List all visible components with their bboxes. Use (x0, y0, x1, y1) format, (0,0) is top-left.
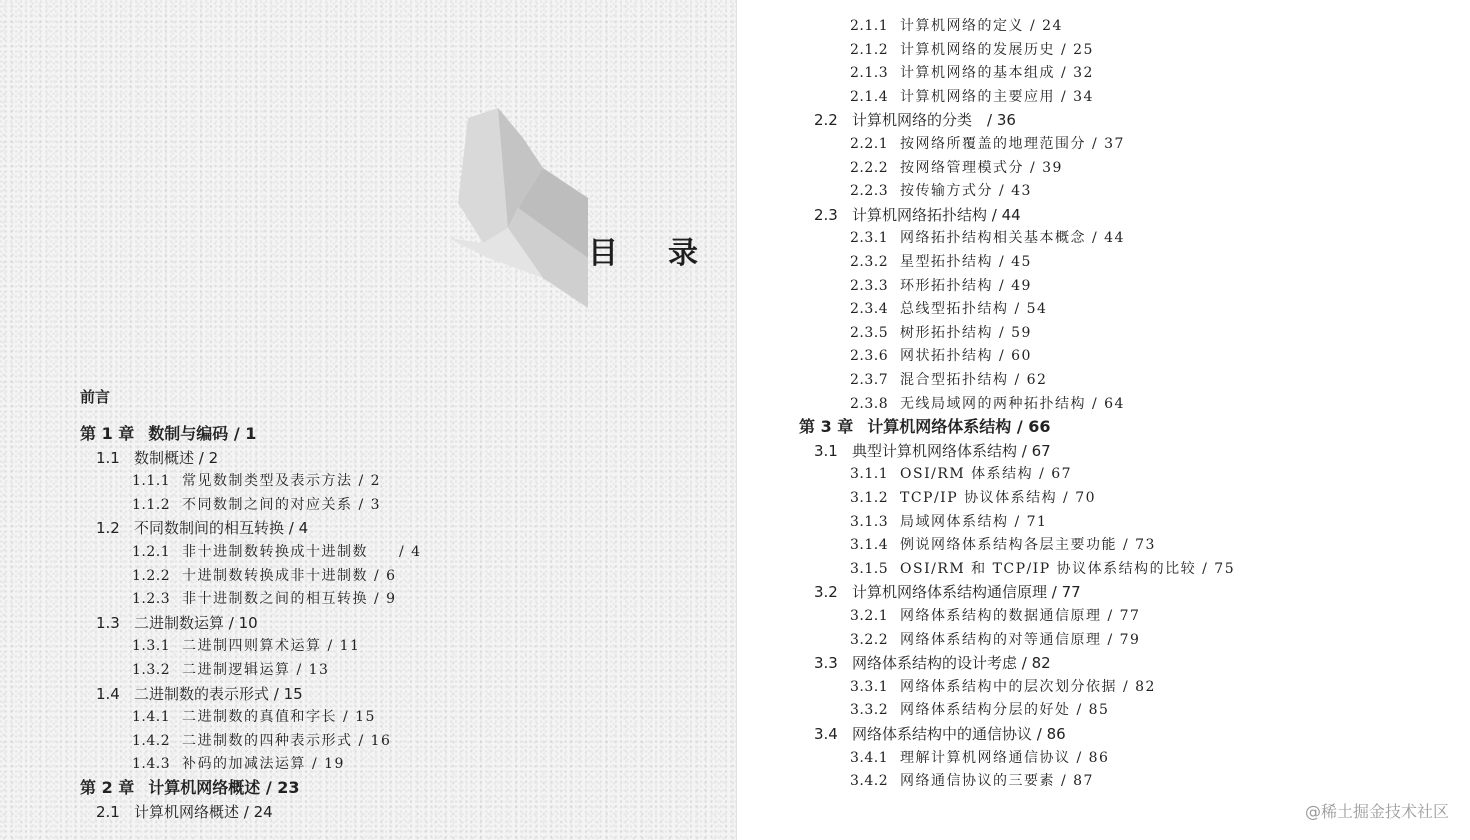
toc-entry-title: 网络通信协议的三要素 / 87 (900, 773, 1094, 790)
toc-section-row (96, 518, 308, 538)
toc-sub-row (850, 40, 1094, 60)
toc-entry-title: 网络体系结构中的通信协议 / 86 (852, 725, 1066, 743)
right-page (736, 0, 1470, 840)
toc-entry-number: 3.4 (814, 725, 838, 743)
toc-sub-row (850, 63, 1094, 83)
toc-entry-title: OSI/RM 体系结构 / 67 (900, 466, 1073, 483)
toc-entry-title: 二进制逻辑运算 / 13 (182, 662, 330, 678)
toc-entry-number: 2.2.1 (850, 136, 889, 152)
toc-entry-title: 环形拓扑结构 / 49 (900, 277, 1032, 294)
toc-entry-title: 树形拓扑结构 / 59 (900, 324, 1032, 341)
toc-entry-title: 计算机网络拓扑结构 / 44 (852, 205, 1021, 224)
toc-entry-number: 3.1.3 (850, 513, 889, 530)
toc-entry-title: 总线型拓扑结构 / 54 (900, 301, 1048, 318)
toc-sub-row (850, 464, 1072, 484)
toc-section-row (96, 684, 303, 704)
toc-entry-number: 1.4.3 (132, 756, 171, 773)
toc-section-row (814, 582, 1081, 602)
toc-sub-row (850, 606, 1140, 626)
toc-entry-number: 1.3.2 (132, 662, 171, 678)
toc-entry-title: 计算机网络体系结构通信原理 / 77 (852, 583, 1081, 602)
toc-entry-number: 3.1.1 (850, 466, 889, 483)
toc-entry-number: 1.1.2 (132, 496, 171, 513)
toc-entry-number: 2.2.2 (850, 159, 889, 176)
toc-entry-number: 2.1.1 (850, 18, 889, 34)
toc-entry-number: 1.2.3 (132, 591, 171, 608)
toc-preface: 前言 (80, 388, 111, 406)
toc-section-row (814, 441, 1051, 461)
toc-entry-title: 无线局域网的两种拓扑结构 / 64 (900, 395, 1125, 412)
toc-heading-char-1: 目 (588, 236, 618, 271)
toc-entry-title: 计算机网络的基本组成 / 32 (900, 65, 1094, 82)
toc-entry-number: 3.4.2 (850, 773, 889, 790)
toc-section-row (814, 724, 1066, 744)
toc-entry-title: 计算机网络的主要应用 / 34 (900, 88, 1094, 105)
toc-entry-title: 网状拓扑结构 / 60 (900, 348, 1032, 365)
toc-entry-title: 星型拓扑结构 / 45 (900, 254, 1032, 270)
toc-chapter-row (80, 424, 256, 444)
toc-entry-title: 二进制数的四种表示形式 / 16 (182, 732, 392, 749)
toc-entry-number: 1.2.1 (132, 544, 171, 560)
toc-entry-number: 2.3 (814, 205, 838, 224)
toc-entry-title: 网络体系结构的对等通信原理 / 79 (900, 631, 1141, 648)
toc-entry-number: 2.1.2 (850, 41, 889, 58)
toc-entry-title: 不同数制之间的对应关系 / 3 (182, 496, 382, 513)
toc-sub-row (850, 394, 1125, 414)
toc-entry-title: 网络体系结构分层的好处 / 85 (900, 702, 1110, 719)
toc-sub-row (850, 299, 1047, 319)
toc-chapter-row (80, 778, 300, 798)
toc-entry-title: 网络体系结构的设计考虑 / 82 (852, 654, 1051, 673)
toc-entry-title: 网络体系结构中的层次划分依据 / 82 (900, 678, 1156, 695)
toc-entry-number: 3.3 (814, 654, 838, 673)
watermark: @稀土掘金技术社区 (1304, 802, 1449, 821)
toc-entry-number: 3.3.1 (850, 678, 889, 695)
toc-entry-number: 1.1 (96, 448, 120, 467)
toc-entry-number: 第 1 章 (80, 424, 135, 443)
toc-entry-number: 2.3.5 (850, 324, 889, 341)
toc-entry-title: 计算机网络概述 / 23 (148, 778, 300, 797)
toc-sub-row (850, 158, 1063, 178)
toc-entry-title: TCP/IP 协议体系结构 / 70 (900, 490, 1097, 506)
toc-entry-number: 2.3.8 (850, 395, 889, 412)
toc-sub-row (132, 707, 376, 727)
toc-sub-row (850, 228, 1125, 248)
toc-entry-title: 局域网体系结构 / 71 (900, 513, 1048, 530)
toc-entry-title: 计算机网络的定义 / 24 (900, 18, 1063, 34)
toc-entry-title: 非十进制数之间的相互转换 / 9 (182, 591, 397, 608)
toc-entry-number: 第 3 章 (799, 417, 854, 437)
toc-sub-row (850, 276, 1032, 296)
toc-entry-number: 2.3.2 (850, 254, 889, 270)
toc-entry-title: 理解计算机网络通信协议 / 86 (900, 749, 1110, 766)
toc-entry-title: 非十进制数转换成十进制数 / 4 (182, 544, 422, 560)
toc-entry-number: 2.3.4 (850, 301, 889, 318)
toc-entry-title: 数制与编码 / 1 (148, 424, 257, 443)
toc-section-row (814, 205, 1021, 225)
toc-entry-title: 不同数制间的相互转换 / 4 (134, 519, 309, 538)
toc-sub-row (132, 589, 397, 609)
toc-entry-number: 2.1 (96, 802, 120, 821)
toc-sub-row (850, 370, 1047, 390)
toc-entry-number: 2.3.3 (850, 277, 889, 294)
toc-sub-row (132, 495, 381, 515)
toc-entry-title: 按网络管理模式分 / 39 (900, 159, 1063, 176)
toc-entry-title: 计算机网络的分类 / 36 (852, 111, 1016, 130)
toc-sub-row (850, 630, 1140, 650)
toc-entry-number: 2.3.7 (850, 372, 889, 388)
toc-entry-number: 3.2 (814, 583, 838, 602)
toc-entry-title: 例说网络体系结构各层主要功能 / 73 (900, 537, 1156, 554)
toc-sub-row (850, 16, 1063, 36)
toc-entry-title: 计算机网络体系结构 / 66 (867, 417, 1051, 437)
toc-sub-row (132, 660, 329, 680)
toc-sub-row (850, 87, 1094, 107)
toc-sub-row (850, 488, 1096, 508)
toc-sub-row (850, 771, 1094, 791)
toc-entry-number: 1.3.1 (132, 638, 171, 655)
toc-entry-number: 3.1.2 (850, 490, 889, 506)
toc-entry-number: 3.1 (814, 441, 838, 460)
toc-entry-number: 2.1.4 (850, 88, 889, 105)
toc-sub-row (132, 542, 422, 562)
toc-sub-row (132, 636, 360, 656)
toc-sub-row (850, 559, 1235, 579)
toc-sub-row (850, 535, 1156, 555)
toc-entry-number: 2.3.6 (850, 348, 889, 365)
toc-entry-title: 二进制数运算 / 10 (134, 613, 258, 632)
toc-entry-title: 混合型拓扑结构 / 62 (900, 372, 1048, 388)
toc-entry-number: 2.1.3 (850, 65, 889, 82)
toc-entry-number: 3.2.2 (850, 631, 889, 648)
toc-entry-number: 1.4.1 (132, 709, 171, 726)
toc-entry-title: 典型计算机网络体系结构 / 67 (852, 441, 1051, 460)
toc-chapter-row (799, 417, 1051, 437)
toc-entry-title: 二进制数的真值和字长 / 15 (182, 709, 376, 726)
toc-sub-row (850, 700, 1109, 720)
toc-entry-number: 2.2.3 (850, 183, 889, 200)
toc-entry-number: 3.1.5 (850, 560, 889, 577)
toc-entry-title: 二进制四则算术运算 / 11 (182, 638, 361, 655)
toc-entry-title: 网络体系结构的数据通信原理 / 77 (900, 608, 1141, 624)
toc-sub-row (132, 471, 381, 491)
toc-entry-title: 数制概述 / 2 (134, 448, 219, 467)
toc-sub-row (850, 134, 1125, 154)
toc-entry-number: 第 2 章 (80, 778, 135, 797)
toc-entry-title: 网络拓扑结构相关基本概念 / 44 (900, 230, 1125, 247)
toc-sub-row (850, 748, 1109, 768)
toc-entry-title: 二进制数的表示形式 / 15 (134, 684, 303, 703)
toc-section-row (814, 110, 1016, 130)
toc-entry-number: 3.4.1 (850, 749, 889, 766)
toc-entry-number: 1.2 (96, 519, 120, 538)
toc-entry-number: 1.4.2 (132, 732, 171, 749)
toc-sub-row (850, 346, 1032, 366)
toc-section-row (96, 613, 258, 633)
toc-entry-number: 2.2 (814, 111, 838, 130)
toc-entry-title: 计算机网络概述 / 24 (134, 802, 273, 821)
toc-entry-title: 按传输方式分 / 43 (900, 183, 1032, 200)
toc-section-row (96, 448, 218, 468)
toc-entry-title: OSI/RM 和 TCP/IP 协议体系结构的比较 / 75 (900, 560, 1236, 577)
toc-entry-number: 1.1.1 (132, 473, 171, 490)
toc-entry-number: 1.3 (96, 613, 120, 632)
toc-entry-title: 补码的加减法运算 / 19 (182, 756, 345, 773)
toc-sub-row (850, 252, 1032, 272)
toc-sub-row (132, 731, 391, 751)
toc-entry-number: 3.3.2 (850, 702, 889, 719)
toc-entry-number: 3.1.4 (850, 537, 889, 554)
toc-entry-number: 3.2.1 (850, 608, 889, 624)
toc-entry-number: 1.4 (96, 684, 120, 703)
toc-entry-number: 1.2.2 (132, 567, 171, 584)
toc-entry-title: 十进制数转换成非十进制数 / 6 (182, 567, 397, 584)
toc-list-right (737, 0, 1470, 840)
toc-entry-title: 按网络所覆盖的地理范围分 / 37 (900, 136, 1125, 152)
toc-sub-row (850, 181, 1032, 201)
toc-sub-row (850, 677, 1156, 697)
toc-section-row (96, 802, 273, 822)
toc-section-row (814, 653, 1051, 673)
toc-entry-number: 2.3.1 (850, 230, 889, 247)
toc-sub-row (850, 323, 1032, 343)
toc-entry-title: 常见数制类型及表示方法 / 2 (182, 473, 382, 490)
toc-entry-title: 计算机网络的发展历史 / 25 (900, 41, 1094, 58)
toc-heading-char-2: 录 (668, 236, 698, 271)
toc-sub-row (132, 754, 345, 774)
toc-sub-row (132, 566, 397, 586)
toc-sub-row (850, 512, 1047, 532)
